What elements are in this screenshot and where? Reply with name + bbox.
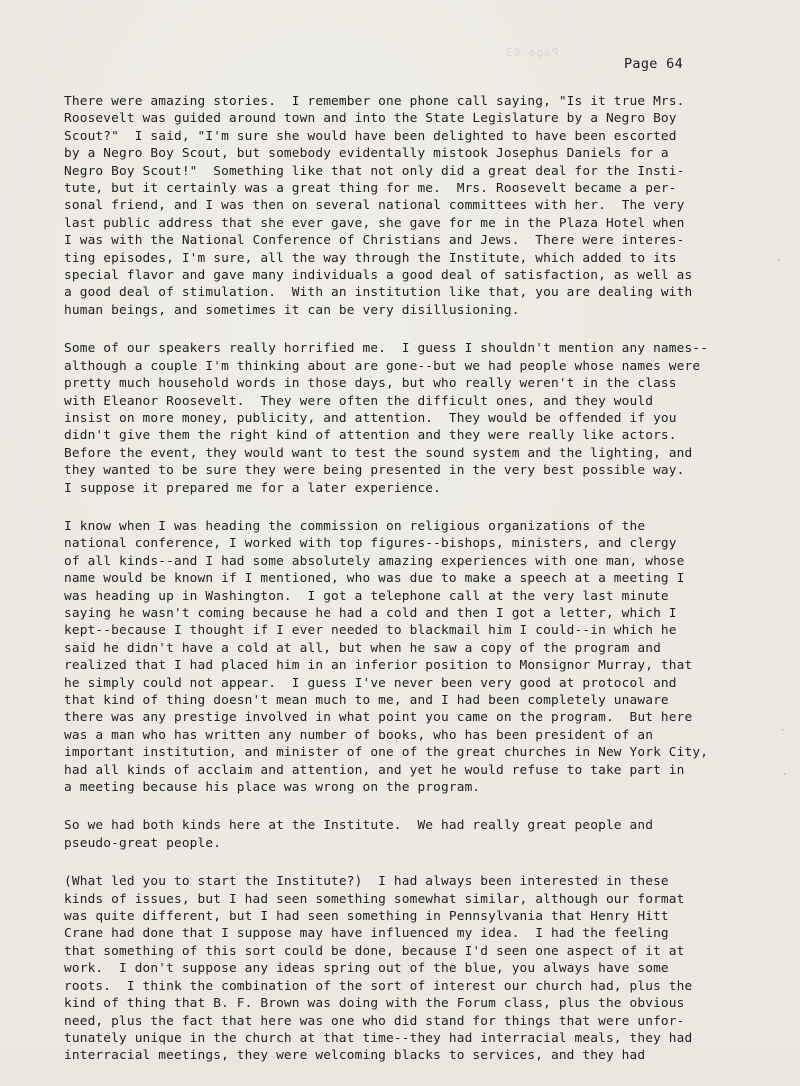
text-line: name would be known if I mentioned, who was due to make a speech at a meeting I [64,571,685,587]
text-line: Roosevelt was guided around town and into the State Legislature by a Negro Boy [64,111,677,127]
text-line: pseudo-great people. [64,835,222,851]
text-line: last public address that she ever gave, she gave for me in the Plaza Hotel when [64,215,685,231]
text-line: said he didn't have a cold at all, but when he saw a copy of the program and [64,640,661,656]
text-line: I know when I was heading the commission on religious organizations of the [64,518,646,534]
text-line: by a Negro Boy Scout, but somebody evidentally mistook Josephus Daniels for a [64,146,669,162]
text-line: So we had both kinds here at the Institute. We had really great people and [64,818,654,834]
text-line: kinds of issues, but I had seen something somewhat similar, although our format [64,891,685,907]
margin-speck: · [776,256,782,266]
text-line: tunately unique in the church at that time--they had interracial meals, they had [64,1030,693,1046]
text-line: kind of thing that B. F. Brown was doing with the Forum class, plus the obvious [64,996,685,1012]
text-line: interracial meetings, they were welcoming blacks to services, and they had [64,1048,646,1064]
text-line: Scout?" I said, "I'm sure she would have been delighted to have been escorted [64,128,677,144]
page-number: Page 64 [624,56,683,72]
text-line: they wanted to be sure they were being presented in the very best possible way. [64,463,685,479]
transcript-body [64,93,754,1086]
text-line: There were amazing stories. I remember one phone call saying, "Is it true Mrs. [64,94,685,109]
text-line: national conference, I worked with top figures--bishops, ministers, and clergy [64,536,677,552]
text-line: that kind of thing doesn't mean much to me, and I had been completely unaware [64,693,669,708]
text-line: although a couple I'm thinking about are gone--but we had people whose names were [64,358,701,374]
text-line: saying he wasn't coming because he had a cold and then I got a letter, which I [64,605,677,621]
paragraph-why-institute [64,873,754,1064]
text-line: (What led you to start the Institute?) I had always been interested in these [64,874,669,890]
paragraph-commission [64,518,754,797]
text-line: work. I don't suppose any ideas spring out of the blue, you always have some [64,961,669,977]
text-line: a good deal of stimulation. With an institution like that, you are dealing with [64,285,693,301]
text-line: human beings, and sometimes it can be very disillusioning. [64,302,520,318]
text-line: I was with the National Conference of Christians and Jews. There were interes- [64,233,685,249]
text-line: Crane had done that I suppose may have influenced my idea. I had the feeling [64,926,669,942]
text-line: need, plus the fact that here was one who did stand for things that were unfor- [64,1013,685,1029]
text-line: realized that I had placed him in an inferior position to Monsignor Murray, that [64,658,693,674]
text-line: a meeting because his place was wrong on the program. [64,780,481,796]
text-line: Negro Boy Scout!" Something like that not only did a great deal for the Insti- [64,163,685,179]
text-line: was a man who has written any number of books, who has been president of an [64,727,654,743]
margin-speck: · [782,770,788,780]
bleed-through-text: Page 63 [505,46,559,59]
text-line: he simply could not appear. I guess I've never been very good at protocol and [64,675,677,691]
text-line: of all kinds--and I had some absolutely amazing experiences with one man, whose [64,553,685,569]
text-line: kept--because I thought if I ever needed to blackmail him I could--in which he [64,623,677,639]
paragraph-roosevelt-stories [64,93,754,319]
text-line: important institution, and minister of one of the great churches in New York City, [64,745,709,761]
text-line: was heading up in Washington. I got a telephone call at the very last minute [64,588,669,604]
text-line: was quite different, but I had seen something in Pennsylvania that Henry Hitt [64,909,669,925]
text-line: with Eleanor Roosevelt. They were often the difficult ones, and they would [64,393,654,409]
text-line: pretty much household words in those days, but who really weren't in the class [64,376,677,392]
margin-speck: · [780,726,786,736]
paragraph-both-kinds [64,817,754,852]
text-line: Some of our speakers really horrified me. I guess I shouldn't mention any names-- [64,341,709,357]
text-line: special flavor and gave many individuals a good deal of satisfaction, as well as [64,268,693,284]
text-line: that something of this sort could be done, because I'd seen one aspect of it at [64,943,685,959]
text-line: didn't give them the right kind of attention and they were really like actors. [64,428,677,444]
text-line: there was any prestige involved in what point you came on the program. But here [64,710,693,726]
text-line: insist on more money, publicity, and attention. They would be offended if you [64,410,677,426]
text-line: had all kinds of acclaim and attention, and yet he would refuse to take part in [64,762,685,778]
text-line: sonal friend, and I was then on several national committees with her. The very [64,198,685,214]
text-line: roots. I think the combination of the sort of interest our church had, plus the [64,978,693,994]
text-line: ting episodes, I'm sure, all the way through the Institute, which added to its [64,250,677,266]
text-line: I suppose it prepared me for a later experience. [64,480,442,496]
text-line: tute, but it certainly was a great thing for me. Mrs. Roosevelt became a per- [64,181,677,197]
paragraph-speakers [64,340,754,497]
text-line: Before the event, they would want to test the sound system and the lighting, and [64,445,693,461]
